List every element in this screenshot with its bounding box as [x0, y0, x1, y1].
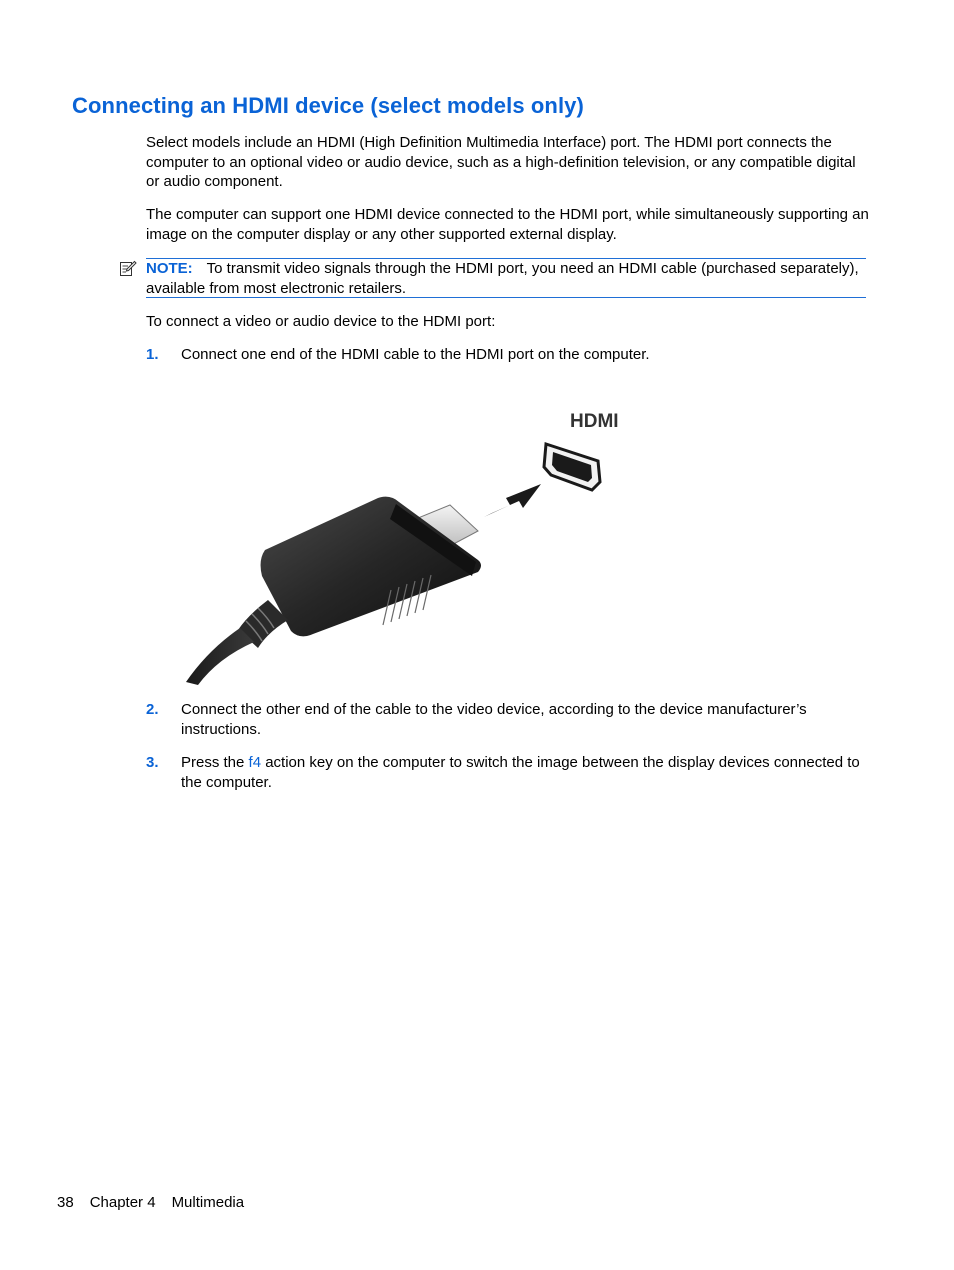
page-footer — [57, 1193, 260, 1212]
page-number: 38 — [57, 1194, 74, 1211]
hdmi-port-icon — [544, 444, 600, 490]
note-label: NOTE: — [146, 260, 193, 277]
step-3 — [146, 753, 870, 792]
step-text-before: Press the — [181, 754, 249, 771]
step-number: 3. — [146, 754, 159, 771]
note-body: To transmit video signals through the HDMI port, you need an HDMI cable (purchased separately), available from most electronic retailers. — [146, 260, 859, 297]
step-number: 2. — [146, 701, 159, 718]
step-text: Connect one end of the HDMI cable to the HDMI port on the computer. — [181, 346, 650, 363]
step-2 — [146, 700, 870, 739]
note-pencil-icon — [119, 260, 137, 278]
page-title: Connecting an HDMI device (select models only) — [72, 93, 584, 118]
intro-paragraph-hdmi: Select models include an HDMI (High Definition Multimedia Interface) port. The HDMI port connects the computer to an optional video or audio device, such as a high-definition television, or any compatible digital or audio component. — [146, 134, 856, 190]
step-1 — [146, 345, 870, 365]
note-text — [146, 259, 866, 298]
footer-chapter: Chapter 4 — [89, 1194, 156, 1211]
support-paragraph: The computer can support one HDMI device connected to the HDMI port, while simultaneously supporting an image on the computer display or any other supported external display. — [146, 206, 869, 243]
f4-key-link[interactable]: f4 — [248, 754, 262, 771]
step-text: Connect the other end of the cable to the video device, according to the device manufacturer’s instructions. — [181, 701, 807, 738]
note-box — [146, 258, 866, 298]
step-text — [181, 753, 870, 792]
footer-section: Multimedia — [171, 1194, 245, 1211]
arrow-icon — [484, 484, 541, 517]
steps-intro: To connect a video or audio device to the HDMI port: — [146, 313, 496, 330]
hdmi-connection-illustration — [178, 400, 628, 685]
hdmi-port-label: HDMI — [570, 411, 619, 432]
step-text-after: action key on the computer to switch the image between the display devices connected to the computer. — [181, 754, 860, 791]
step-number: 1. — [146, 346, 159, 363]
